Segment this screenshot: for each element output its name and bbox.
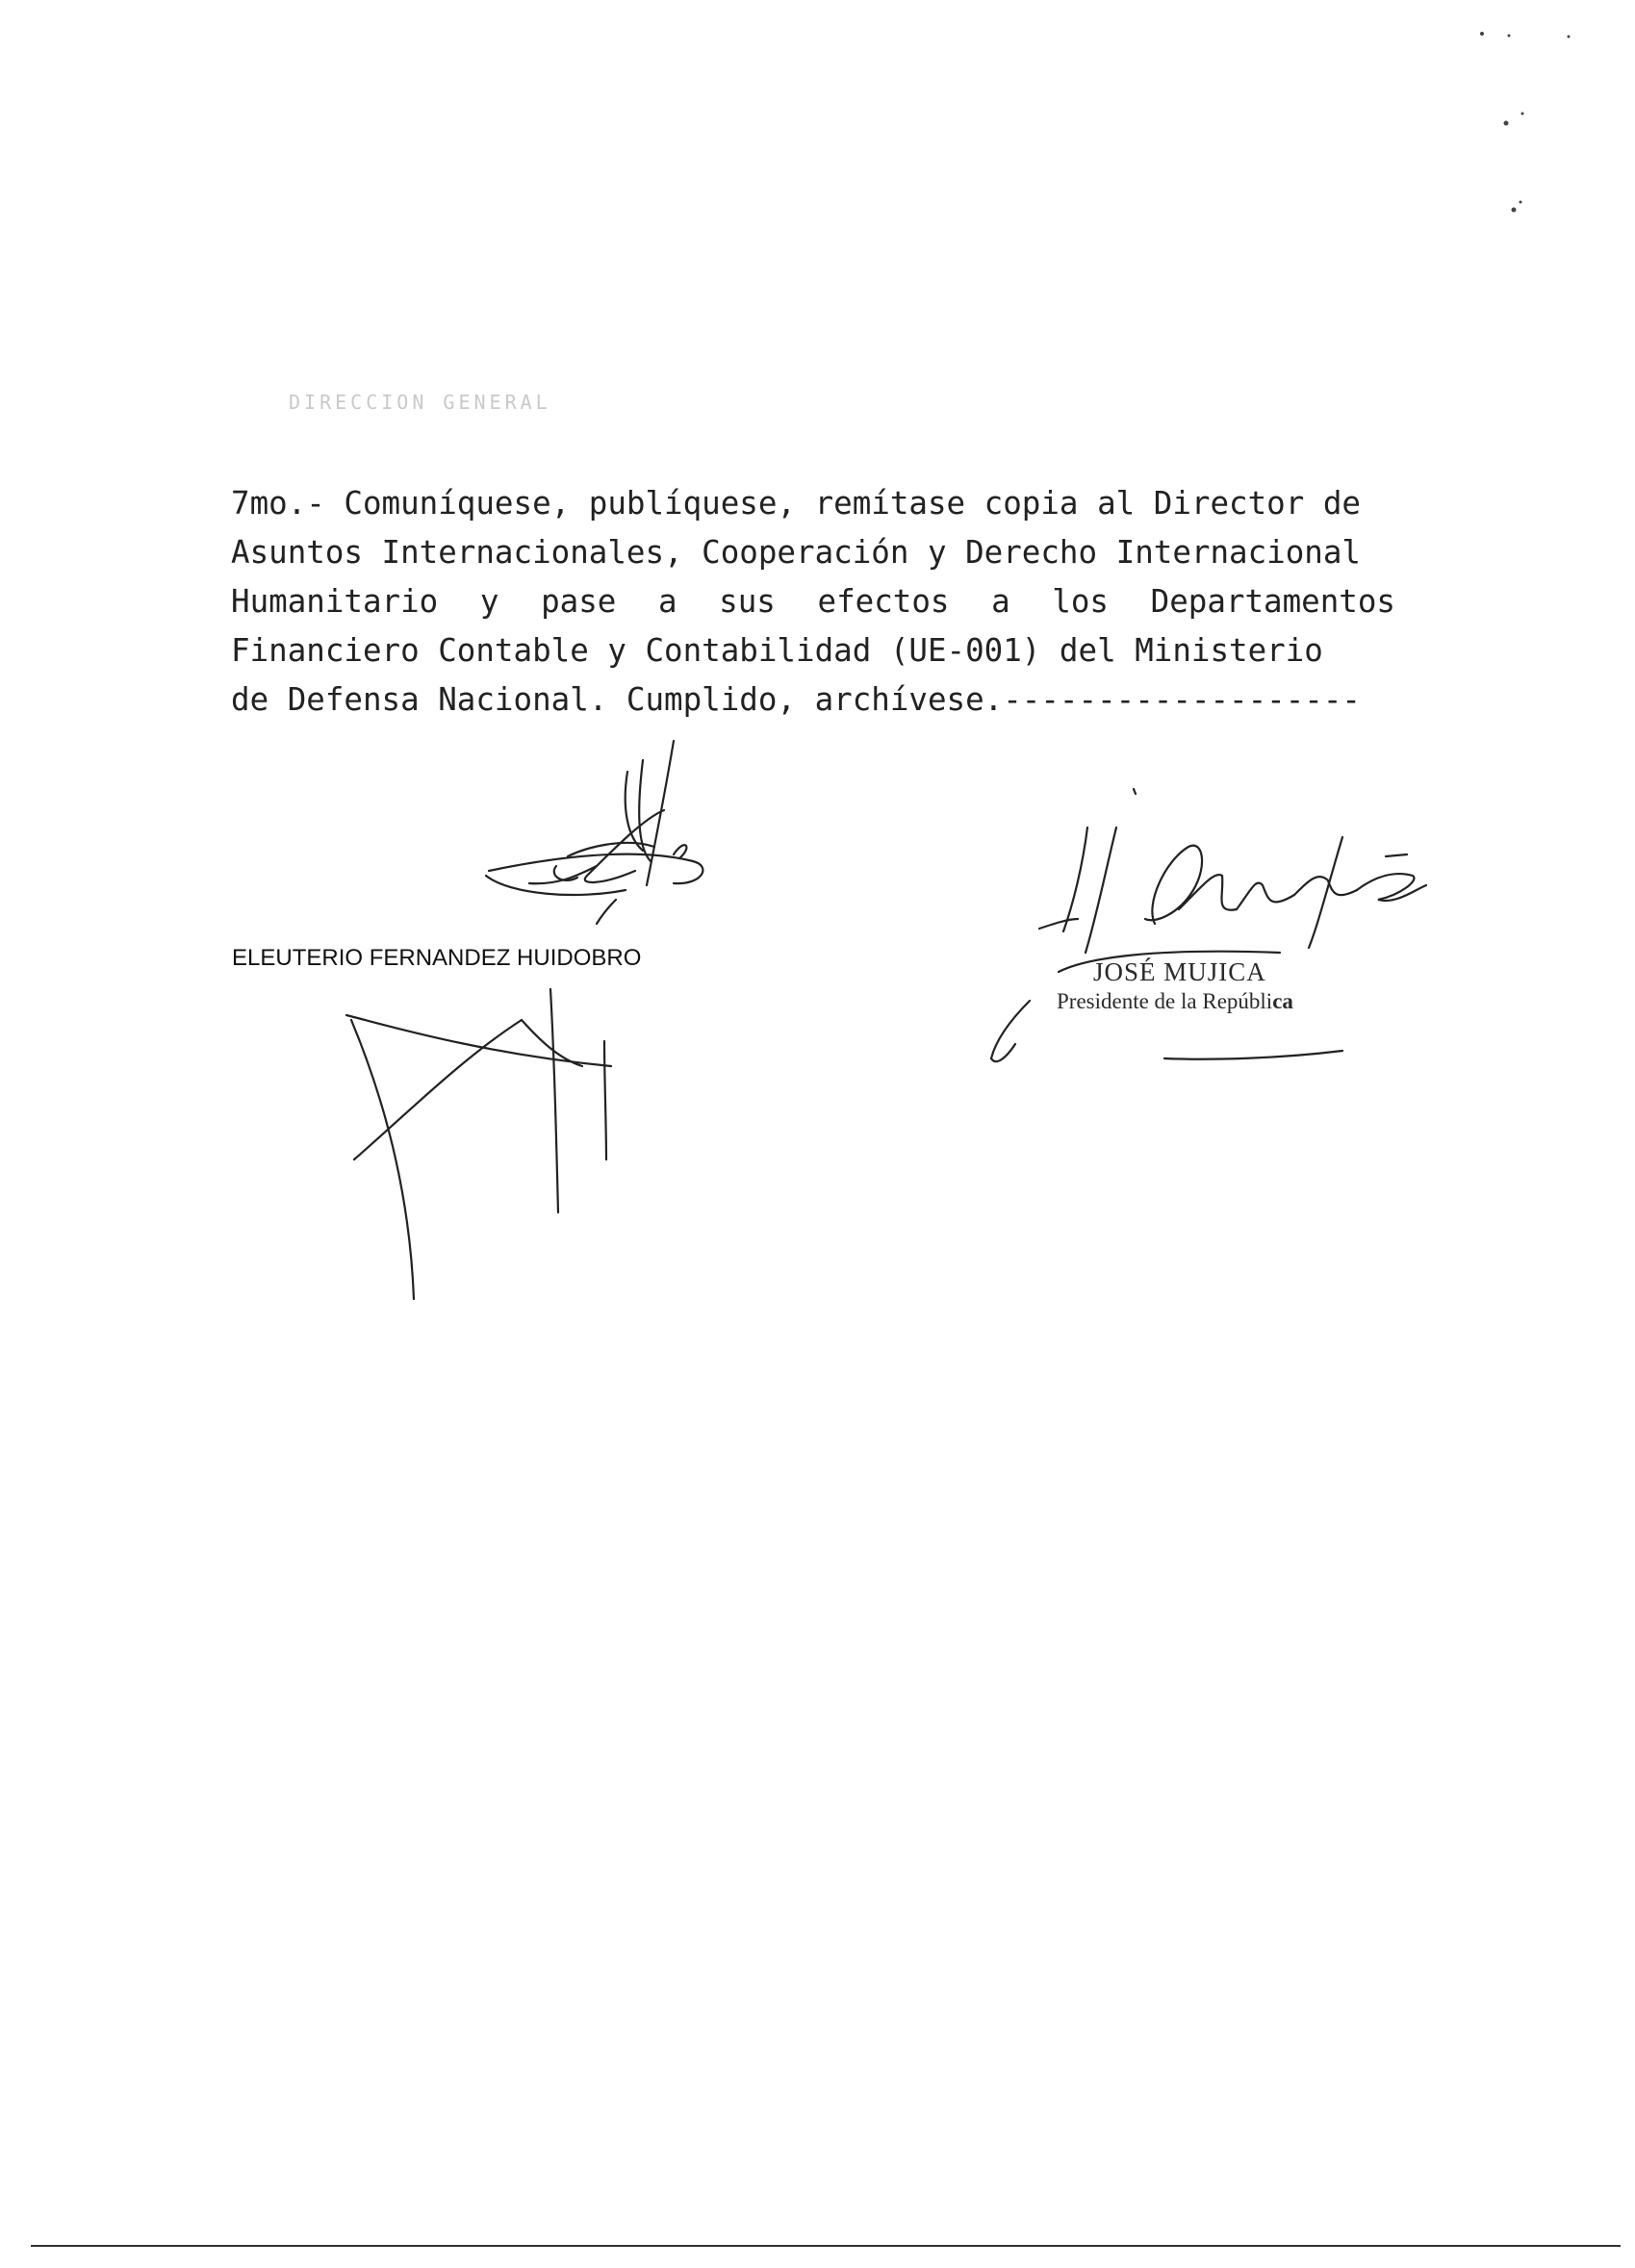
paragraph-line-1: 7mo.- Comuníquese, publíquese, remítase copia al Director de [231,485,1361,522]
paragraph-line-4: Financiero Contable y Contabilidad (UE-001) del Ministerio [231,632,1323,669]
paragraph-word: y [479,583,499,620]
paragraph-word: pase [541,583,617,620]
paragraph-word: los [1052,583,1109,620]
signatory-left-name: ELEUTERIO FERNANDEZ HUIDOBRO [232,945,642,971]
paragraph-word: Departamentos [1150,583,1395,620]
paragraph-word: efectos [817,583,950,620]
signature-right [991,789,1426,1061]
title-prefix: Presidente de la Repúbli [1057,989,1273,1013]
paragraph-word: Humanitario [231,583,439,620]
footer-rule [31,2245,1621,2247]
signature-left-upper [486,741,703,924]
paragraph-word: sus [719,583,776,620]
paragraph-line-2: Asuntos Internacionales, Cooperación y Derecho Internacional [231,534,1361,571]
paragraph-word: a [991,583,1010,620]
faint-header-text: DIRECCION GENERAL [289,391,551,414]
signatory-right-name: JOSÉ MUJICA [1093,957,1266,986]
paragraph-word: a [657,583,677,620]
scan-specks [1480,32,1571,213]
signature-left-lower [346,989,611,1299]
paragraph-line-5: de Defensa Nacional. Cumplido, archívese.------------------- [231,681,1361,718]
title-suffix: ca [1272,989,1293,1013]
